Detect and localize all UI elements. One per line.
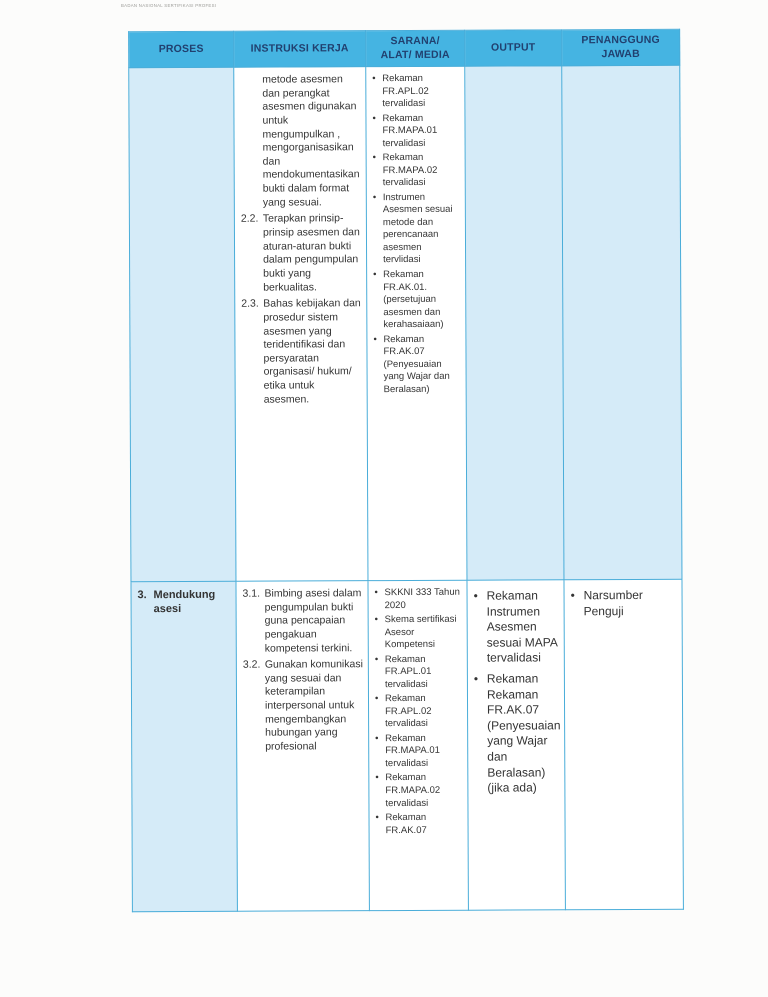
item-number: 2.3.	[241, 297, 259, 310]
item-text: Terapkan prinsip-prinsip asesmen dan aturan-aturan bukti dalam pengumpulan bukti yang berkualitas.	[262, 212, 360, 294]
item-text: Mendukung asesi	[153, 588, 216, 616]
bullet-icon: •	[375, 732, 379, 744]
item-number: 2.2.	[240, 213, 259, 226]
bullet-icon: •	[570, 588, 575, 603]
header-cell-penanggung-jawab	[562, 29, 680, 66]
item-number: 3.2.	[242, 658, 261, 671]
list-item	[373, 192, 461, 268]
bullet-icon: •	[372, 112, 376, 124]
table-row-continuation	[129, 65, 682, 581]
cell-r2-proses	[131, 581, 237, 911]
bullet-icon: •	[372, 73, 376, 85]
bullet-text: Narsumber Penguji	[583, 587, 643, 618]
list-item	[375, 733, 463, 771]
header-label: INSTRUKSI KERJA	[250, 42, 349, 55]
bullet-text: Rekaman FR.APL.02 tervalidasi	[384, 693, 432, 730]
bullet-text: Rekaman FR.MAPA.02 tervalidasi	[382, 152, 438, 189]
list-item	[372, 73, 460, 111]
header-cell-sarana-alat-media	[366, 30, 465, 66]
list-item	[375, 653, 463, 691]
list-item	[375, 772, 463, 810]
table-header-row	[129, 29, 680, 67]
bullet-icon: •	[374, 653, 379, 665]
header-label-line2: ALAT/ MEDIA	[380, 48, 450, 61]
item-text: Bahas kebijakan dan prosedur sistem asesmen yang teridentifikasi dan persyaratan organisasi/ hukum/ etika untuk asesmen.	[263, 297, 361, 406]
bullet-icon: •	[373, 269, 377, 281]
list-item	[375, 693, 463, 731]
header-label-line1: SARANA/	[390, 35, 440, 48]
header-label-line2: JAWAB	[601, 47, 640, 60]
header-label-line1: PENANGGUNG	[581, 34, 660, 47]
table-row-mendukung-asesi	[131, 579, 683, 911]
process-table	[128, 29, 684, 912]
list-item	[474, 671, 561, 796]
bullet-text: Rekaman FR.AK.07 (Penyesuaian yang Wajar dan Beralasan)	[383, 333, 450, 395]
list-item	[375, 587, 463, 612]
header-cell-output	[465, 30, 562, 66]
cell-r2-output	[467, 580, 565, 910]
list-item	[375, 812, 463, 837]
list-item	[373, 333, 461, 396]
bullet-text: Rekaman FR.AK.01. (persetujuan asesmen dan kerahasaiaan)	[383, 268, 444, 331]
list-item	[571, 588, 678, 620]
list-item	[375, 614, 463, 652]
bullet-icon: •	[375, 772, 379, 784]
item-text: Bimbing asesi dalam pengumpulan bukti guna pencapaian pengakuan kompetensi terkini.	[264, 587, 362, 655]
page-header-note: BADAN NASIONAL SERTIFIKASI PROFESI	[121, 3, 217, 8]
bullet-icon: •	[372, 191, 377, 203]
list-item	[373, 152, 461, 190]
bullet-text: Rekaman Instrumen Asesmen sesuai MAPA tervalidasi	[486, 588, 558, 666]
bullet-icon: •	[473, 588, 478, 603]
header-cell-instruksi-kerja	[234, 31, 366, 68]
cell-r1-proses-empty	[129, 67, 236, 581]
header-cell-proses	[129, 31, 234, 67]
bullet-text: Rekaman FR.APL.01 tervalidasi	[384, 653, 432, 690]
bullet-text: Rekaman Rekaman FR.AK.07 (Penyesuaian yang Wajar dan Beralasan) (jika ada)	[486, 671, 561, 795]
cell-r2-penanggung	[564, 579, 683, 910]
item-text: metode asesmen dan perangkat asesmen digunakan untuk mengumpulkan , mengorganisasikan dan mendokumentasikan bukti dalam format yang sesuai.	[262, 73, 360, 209]
list-item	[474, 588, 560, 666]
bullet-text: Rekaman FR.AK.07	[385, 811, 427, 836]
list-item	[372, 112, 460, 150]
cell-r2-instruksi-kerja	[236, 581, 369, 912]
bullet-text: Instrumen Asesmen sesuai metode dan perencanaan asesmen tervlidasi	[382, 191, 453, 266]
bullet-text: Rekaman FR.APL.02 tervalidasi	[382, 72, 429, 110]
bullet-icon: •	[374, 614, 379, 626]
instruksi-item	[243, 658, 364, 754]
bullet-icon: •	[372, 152, 376, 164]
list-item	[373, 269, 461, 332]
bullet-icon: •	[374, 587, 378, 599]
cell-r1-output-empty	[465, 66, 564, 580]
instruksi-item	[241, 297, 362, 407]
bullet-icon: •	[473, 671, 479, 686]
proses-item	[138, 588, 232, 617]
cell-r2-sarana	[368, 580, 468, 910]
instruksi-item	[241, 213, 362, 295]
cell-r1-sarana	[366, 66, 467, 580]
bullet-icon: •	[375, 812, 379, 824]
item-text: Gunakan komunikasi yang sesuai dan keterampilan interpersonal untuk mengembangkan hubungan yang profesional	[264, 658, 363, 753]
item-number: 3.1.	[242, 587, 261, 600]
header-label: OUTPUT	[490, 41, 536, 54]
item-number: 3.	[137, 589, 147, 602]
instruksi-item	[240, 73, 362, 210]
bullet-icon: •	[373, 333, 377, 345]
bullet-text: SKKNI 333 Tahun 2020	[384, 586, 460, 611]
bullet-text: Skema sertifikasi Asesor Kompetensi	[384, 613, 457, 651]
header-label: PROSES	[158, 42, 204, 56]
bullet-icon: •	[374, 693, 379, 705]
cell-r1-penanggung-empty	[562, 65, 682, 580]
cell-r1-instruksi-kerja	[234, 67, 368, 582]
instruksi-item	[243, 587, 364, 656]
bullet-text: Rekaman FR.MAPA.01 tervalidasi	[382, 112, 438, 149]
item-number	[240, 74, 263, 211]
bullet-text: Rekaman FR.MAPA.02 tervalidasi	[385, 772, 441, 809]
bullet-text: Rekaman FR.MAPA.01 tervalidasi	[385, 732, 440, 769]
